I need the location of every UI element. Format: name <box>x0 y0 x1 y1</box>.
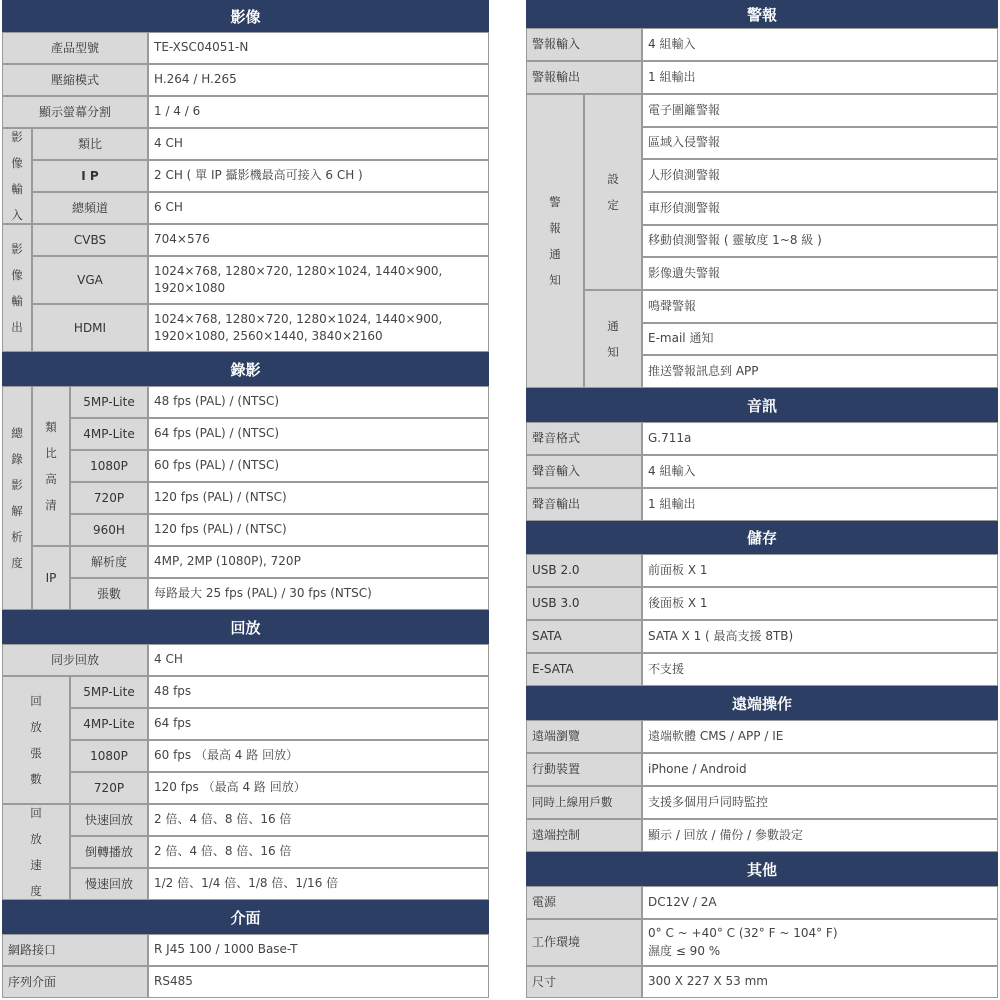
record-ip-fps-label: 張數 <box>70 578 148 610</box>
cvbs-label: CVBS <box>32 224 148 256</box>
alarm-setting-fence: 電子圍籬警報 <box>642 94 998 127</box>
network-label: 網路接口 <box>2 934 148 966</box>
usb2-value: 前面板 X 1 <box>642 554 998 587</box>
dimensions-label: 尺寸 <box>526 966 642 998</box>
audio-input-value: 4 組輸入 <box>642 455 998 488</box>
analog-input-value: 4 CH <box>148 128 489 160</box>
mobile-device-value: iPhone / Android <box>642 753 998 786</box>
alarm-setting-human: 人形偵測警報 <box>642 159 998 192</box>
section-header-other: 其他 <box>526 852 998 886</box>
analog-hd-group-label: 類 比 高 清 <box>32 386 70 546</box>
sata-value: SATA X 1 ( 最高支援 8TB) <box>642 620 998 653</box>
section-header-audio: 音訊 <box>526 388 998 422</box>
alarm-input-label: 警報輸入 <box>526 28 642 61</box>
record-ip-resolution-value: 4MP, 2MP (1080P), 720P <box>148 546 489 578</box>
record-720p-label: 720P <box>70 482 148 514</box>
serial-label: 序列介面 <box>2 966 148 998</box>
remote-view-value: 遠端軟體 CMS / APP / IE <box>642 720 998 753</box>
alarm-input-value: 4 組輸入 <box>642 28 998 61</box>
section-header-record: 錄影 <box>2 352 489 386</box>
hdmi-label: HDMI <box>32 304 148 352</box>
model-value: TE-XSC04051-N <box>148 32 489 64</box>
alarm-notice-group-label: 通 知 <box>584 290 642 388</box>
record-resolution-group-label: 總 錄 影 解 析 度 <box>2 386 32 610</box>
section-header-storage: 儲存 <box>526 521 998 554</box>
serial-value: RS485 <box>148 966 489 998</box>
compression-value: H.264 / H.265 <box>148 64 489 96</box>
environment-label: 工作環境 <box>526 919 642 966</box>
alarm-setting-intrusion: 區域入侵警報 <box>642 127 998 159</box>
record-4mp-label: 4MP-Lite <box>70 418 148 450</box>
playback-4mp-label: 4MP-Lite <box>70 708 148 740</box>
playback-5mp-label: 5MP-Lite <box>70 676 148 708</box>
audio-output-value: 1 組輸出 <box>642 488 998 521</box>
playback-1080p-value: 60 fps （最高 4 路 回放） <box>148 740 489 772</box>
alarm-setting-vehicle: 車形偵測警報 <box>642 192 998 225</box>
alarm-output-value: 1 組輸出 <box>642 61 998 94</box>
audio-format-label: 聲音格式 <box>526 422 642 455</box>
split-label: 顯示螢幕分割 <box>2 96 148 128</box>
fast-forward-value: 2 倍、4 倍、8 倍、16 倍 <box>148 804 489 836</box>
section-header-interface: 介面 <box>2 900 489 934</box>
concurrent-users-value: 支援多個用戶同時監控 <box>642 786 998 819</box>
alarm-notice-buzzer: 鳴聲警報 <box>642 290 998 323</box>
analog-input-label: 類比 <box>32 128 148 160</box>
section-header-remote: 遠端操作 <box>526 686 998 720</box>
ip-input-value: 2 CH ( 單 IP 攝影機最高可接入 6 CH ) <box>148 160 489 192</box>
audio-input-label: 聲音輸入 <box>526 455 642 488</box>
slow-play-label: 慢速回放 <box>70 868 148 900</box>
playback-4mp-value: 64 fps <box>148 708 489 740</box>
playback-5mp-value: 48 fps <box>148 676 489 708</box>
audio-output-label: 聲音輸出 <box>526 488 642 521</box>
section-header-playback: 回放 <box>2 610 489 644</box>
total-channel-value: 6 CH <box>148 192 489 224</box>
remote-control-value: 顯示 / 回放 / 備份 / 參數設定 <box>642 819 998 852</box>
dimensions-value: 300 X 227 X 53 mm <box>642 966 998 998</box>
sata-label: SATA <box>526 620 642 653</box>
record-ip-resolution-label: 解析度 <box>70 546 148 578</box>
section-header-alarm: 警報 <box>526 0 998 28</box>
cvbs-value: 704×576 <box>148 224 489 256</box>
video-output-group-label: 影 像 輸 出 <box>2 224 32 352</box>
remote-view-label: 遠端瀏覽 <box>526 720 642 753</box>
total-channel-label: 總頻道 <box>32 192 148 224</box>
usb3-label: USB 3.0 <box>526 587 642 620</box>
record-720p-value: 120 fps (PAL) / (NTSC) <box>148 482 489 514</box>
vga-label: VGA <box>32 256 148 304</box>
alarm-notice-app-push: 推送警報訊息到 APP <box>642 355 998 388</box>
environment-value: 0° C ~ +40° C (32° F ~ 104° F) 濕度 ≤ 90 % <box>642 919 998 966</box>
record-4mp-value: 64 fps (PAL) / (NTSC) <box>148 418 489 450</box>
playback-frames-group-label: 回 放 張 數 <box>2 676 70 804</box>
ip-input-label: I P <box>32 160 148 192</box>
alarm-notify-group-label: 警 報 通 知 <box>526 94 584 388</box>
record-960h-label: 960H <box>70 514 148 546</box>
alarm-setting-video-loss: 影像遺失警報 <box>642 257 998 290</box>
alarm-setting-group-label: 設 定 <box>584 94 642 290</box>
reverse-play-value: 2 倍、4 倍、8 倍、16 倍 <box>148 836 489 868</box>
remote-control-label: 遠端控制 <box>526 819 642 852</box>
record-1080p-label: 1080P <box>70 450 148 482</box>
section-header-video: 影像 <box>2 0 489 32</box>
split-value: 1 / 4 / 6 <box>148 96 489 128</box>
power-value: DC12V / 2A <box>642 886 998 919</box>
concurrent-users-label: 同時上線用戶數 <box>526 786 642 819</box>
usb3-value: 後面板 X 1 <box>642 587 998 620</box>
sync-playback-value: 4 CH <box>148 644 489 676</box>
alarm-setting-motion: 移動偵測警報 ( 靈敏度 1~8 級 ) <box>642 225 998 257</box>
alarm-notice-email: E-mail 通知 <box>642 323 998 355</box>
record-ip-fps-value: 每路最大 25 fps (PAL) / 30 fps (NTSC) <box>148 578 489 610</box>
model-label: 產品型號 <box>2 32 148 64</box>
fast-forward-label: 快速回放 <box>70 804 148 836</box>
playback-720p-label: 720P <box>70 772 148 804</box>
record-960h-value: 120 fps (PAL) / (NTSC) <box>148 514 489 546</box>
playback-1080p-label: 1080P <box>70 740 148 772</box>
sync-playback-label: 同步回放 <box>2 644 148 676</box>
record-1080p-value: 60 fps (PAL) / (NTSC) <box>148 450 489 482</box>
mobile-device-label: 行動裝置 <box>526 753 642 786</box>
playback-720p-value: 120 fps （最高 4 路 回放） <box>148 772 489 804</box>
record-ip-group-label: IP <box>32 546 70 610</box>
network-value: R J45 100 / 1000 Base-T <box>148 934 489 966</box>
esata-label: E-SATA <box>526 653 642 686</box>
vga-value: 1024×768, 1280×720, 1280×1024, 1440×900, 1920×1080 <box>148 256 489 304</box>
usb2-label: USB 2.0 <box>526 554 642 587</box>
record-5mp-value: 48 fps (PAL) / (NTSC) <box>148 386 489 418</box>
compression-label: 壓縮模式 <box>2 64 148 96</box>
hdmi-value: 1024×768, 1280×720, 1280×1024, 1440×900, 1920×1080, 2560×1440, 3840×2160 <box>148 304 489 352</box>
reverse-play-label: 倒轉播放 <box>70 836 148 868</box>
alarm-output-label: 警報輸出 <box>526 61 642 94</box>
slow-play-value: 1/2 倍、1/4 倍、1/8 倍、1/16 倍 <box>148 868 489 900</box>
audio-format-value: G.711a <box>642 422 998 455</box>
esata-value: 不支援 <box>642 653 998 686</box>
record-5mp-label: 5MP-Lite <box>70 386 148 418</box>
video-input-group-label: 影 像 輸 入 <box>2 128 32 224</box>
playback-speed-group-label: 回 放 速 度 <box>2 804 70 900</box>
power-label: 電源 <box>526 886 642 919</box>
